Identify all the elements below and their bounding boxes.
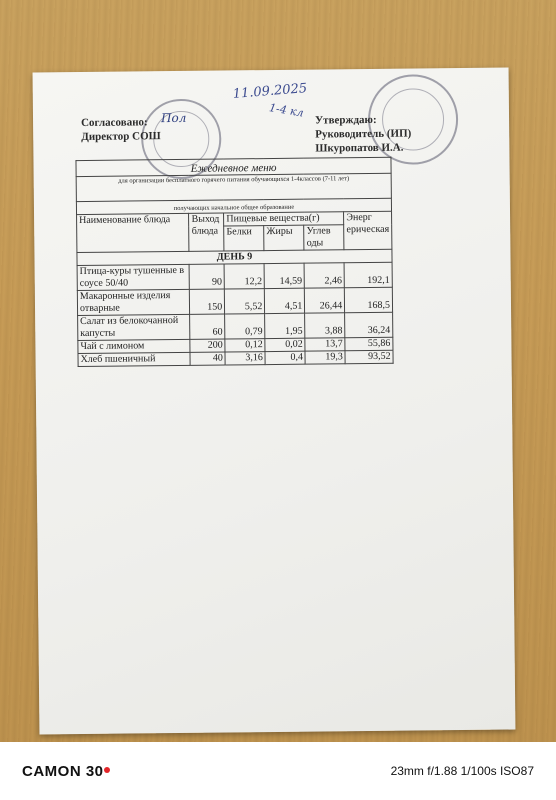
dish-fats: 14,59 [264,263,304,288]
dish-carbs: 3,88 [305,313,345,338]
header-yield: Выход блюда [189,213,224,251]
approved-label: Утверждаю: [315,113,377,127]
agreed-signature: Пол [160,110,187,126]
header-energy: Энерг ерическая [344,211,392,249]
dish-proteins: 3,16 [225,352,265,365]
dish-yield: 40 [190,352,225,365]
camera-watermark-bar [0,742,556,800]
dish-proteins: 5,52 [225,289,265,314]
dish-energy: 168,5 [345,287,393,312]
dish-carbs: 2,46 [304,263,344,288]
dish-yield: 200 [190,339,225,352]
dish-name: Хлеб пшеничный [78,352,191,366]
dish-yield: 150 [190,289,225,314]
paper-sheet [33,68,516,735]
header-carbs: Углев оды [304,225,344,250]
table-row [78,312,393,340]
red-dot-icon [104,767,110,773]
agreed-label: Согласовано: [81,116,148,130]
dish-fats: 1,95 [265,313,305,338]
dish-carbs: 26,44 [305,288,345,313]
handwritten-date: 11.09.2025 [232,81,308,102]
menu-title: Ежедневное меню [76,157,391,176]
dish-fats: 0,4 [265,351,305,364]
dish-yield: 90 [190,264,225,289]
director-label: Директор СОШ [81,130,161,144]
table-row [77,287,392,315]
table-row [78,350,393,366]
dish-energy: 36,24 [345,312,393,337]
dish-energy: 192,1 [344,262,392,287]
header-dish: Наименование блюда [77,213,190,252]
dish-carbs: 13,7 [305,338,345,351]
table-row [77,262,392,290]
menu-table [75,157,393,367]
dish-name: Птица-куры тушенные в соусе 50/40 [77,264,190,290]
camera-model: CAMON 30 [22,763,104,780]
dish-name: Чай с лимоном [78,339,191,353]
header-proteins: Белки [224,226,264,251]
header-nutrients: Пищевые вещества(г) [224,212,344,226]
dish-name: Макаронные изделия отварные [77,289,190,315]
dish-proteins: 0,12 [225,339,265,352]
handwritten-class: 1-4 кл [268,101,305,120]
camera-exif: 23mm f/1.88 1/100s ISO87 [390,764,534,778]
head-name: Шкуропатов И.А. [315,141,404,155]
dish-fats: 0,02 [265,338,305,351]
dish-energy: 55,86 [345,337,393,350]
dish-proteins: 0,79 [225,314,265,339]
dish-fats: 4,51 [265,288,305,313]
dish-energy: 93,52 [345,350,393,363]
dish-yield: 60 [190,314,225,339]
dish-proteins: 12,2 [224,264,264,289]
menu-subtitle: для организации бесплатного горячего питания обучающихся 1-4классов (7-11 лет) [76,173,391,201]
header-fats: Жиры [264,225,304,250]
dish-carbs: 19,3 [305,351,345,364]
day-label: ДЕНЬ 9 [77,249,392,265]
head-label: Руководитель (ИП) [315,127,412,141]
menu-subtitle-2: получающих начальное общее образование [76,198,391,214]
dish-name: Салат из белокочанной капусты [78,314,191,340]
